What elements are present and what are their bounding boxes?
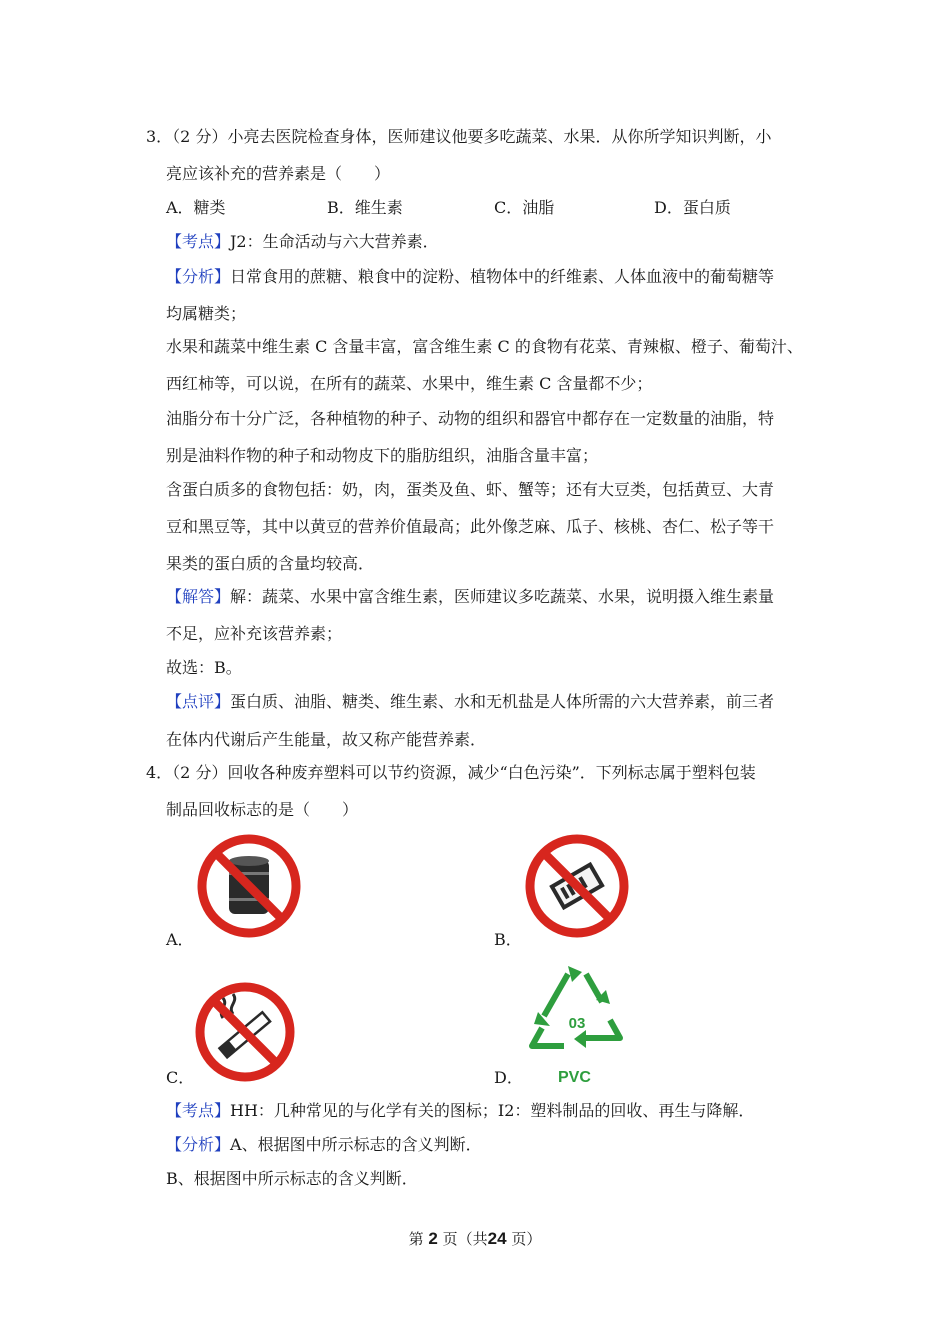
q4-option-a-label: A． bbox=[166, 930, 194, 949]
pvc-recycling-icon bbox=[524, 964, 630, 1064]
q4-fenxi bbox=[166, 1135, 482, 1155]
q4-kaodian-text: HH：几种常见的与化学有关的图标；I2：塑料制品的回收、再生与降解． bbox=[230, 1101, 755, 1120]
q3-option-a: A．糖类 bbox=[166, 198, 226, 217]
no-matches-icon bbox=[523, 832, 631, 940]
q4-fenxi-tag: 【分析】 bbox=[166, 1135, 231, 1154]
q3-jieda-line: 故选：B。 bbox=[166, 658, 242, 677]
footer-page-number: 2 bbox=[428, 1229, 438, 1248]
q4-option-d-label: D． bbox=[494, 1068, 523, 1087]
q3-jieda bbox=[166, 587, 774, 607]
q3-dianping-tag: 【点评】 bbox=[166, 692, 231, 711]
q3-stem-line2: 亮应该补充的营养素是（ ） bbox=[166, 164, 391, 183]
q3-option-d: D．蛋白质 bbox=[654, 198, 731, 217]
q3-fenxi bbox=[166, 267, 774, 287]
q3-fenxi-line: 别是油料作物的种子和动物皮下的脂肪组织，油脂含量丰富； bbox=[166, 446, 599, 465]
no-oil-drum-icon bbox=[195, 832, 303, 940]
q3-fenxi-line: 西红柿等，可以说，在所有的蔬菜、水果中，维生素 C 含量都不少； bbox=[166, 374, 653, 393]
q4-fenxi-line: B、根据图中所示标志的含义判断． bbox=[166, 1169, 418, 1188]
q4-stem-line2: 制品回收标志的是（ ） bbox=[166, 800, 359, 819]
q3-kaodian-text: J2：生命活动与六大营养素． bbox=[230, 232, 439, 251]
q3-fenxi-line: 豆和黑豆等，其中以黄豆的营养价值最高；此外像芝麻、瓜子、核桃、杏仁、松子等干 bbox=[166, 517, 775, 536]
q4-option-b-label: B． bbox=[494, 930, 522, 949]
q3-fenxi-line: 水果和蔬菜中维生素 C 含量丰富，富含维生素 C 的食物有花菜、青辣椒、橙子、葡萄汁、 bbox=[166, 337, 803, 356]
footer-suffix: 页） bbox=[511, 1230, 542, 1248]
q3-dianping bbox=[166, 692, 774, 712]
page-footer bbox=[0, 1228, 950, 1249]
q3-dianping-line: 在体内代谢后产生能量，故又称产能营养素． bbox=[166, 730, 487, 749]
q3-kaodian bbox=[166, 232, 439, 252]
footer-prefix: 第 bbox=[408, 1230, 424, 1248]
q4-kaodian-tag: 【考点】 bbox=[166, 1101, 231, 1120]
q3-fenxi-line: 日常食用的蔗糖、粮食中的淀粉、植物体中的纤维素、人体血液中的葡萄糖等 bbox=[230, 267, 775, 286]
footer-total-pages: 24 bbox=[487, 1229, 507, 1248]
q3-fenxi-line: 均属糖类； bbox=[166, 304, 247, 323]
footer-middle: 页（共 bbox=[442, 1230, 488, 1248]
q4-kaodian bbox=[166, 1101, 754, 1121]
q3-jieda-line: 不足，应补充该营养素； bbox=[166, 624, 343, 643]
recycle-material-label: PVC bbox=[558, 1069, 591, 1086]
q3-fenxi-tag: 【分析】 bbox=[166, 267, 231, 286]
no-smoking-icon bbox=[193, 980, 297, 1084]
q3-dianping-line: 蛋白质、油脂、糖类、维生素、水和无机盐是人体所需的六大营养素，前三者 bbox=[230, 692, 775, 711]
q3-jieda-tag: 【解答】 bbox=[166, 587, 231, 606]
q3-jieda-line: 解：蔬菜、水果中富含维生素，医师建议多吃蔬菜、水果，说明摄入维生素量 bbox=[230, 587, 775, 606]
q4-fenxi-line: A、根据图中所示标志的含义判断． bbox=[230, 1135, 482, 1154]
q3-kaodian-tag: 【考点】 bbox=[166, 232, 231, 251]
q3-fenxi-line: 含蛋白质多的食物包括：奶，肉，蛋类及鱼、虾、蟹等；还有大豆类，包括黄豆、大青 bbox=[166, 480, 775, 499]
recycle-code: 03 bbox=[568, 1015, 586, 1032]
q3-option-b: B．维生素 bbox=[327, 198, 403, 217]
q3-stem-line1: 3．（2 分）小亮去医院检查身体，医师建议他要多吃蔬菜、水果．从你所学知识判断，小 bbox=[146, 127, 772, 146]
q3-fenxi-line: 油脂分布十分广泛，各种植物的种子、动物的组织和器官中都存在一定数量的油脂，特 bbox=[166, 409, 775, 428]
q3-fenxi-line: 果类的蛋白质的含量均较高． bbox=[166, 554, 375, 573]
q3-option-c: C．油脂 bbox=[494, 198, 555, 217]
q4-option-c-label: C． bbox=[166, 1068, 195, 1087]
q4-stem-line1: 4．（2 分）回收各种废弃塑料可以节约资源，减少“白色污染”．下列标志属于塑料包装 bbox=[146, 763, 756, 782]
